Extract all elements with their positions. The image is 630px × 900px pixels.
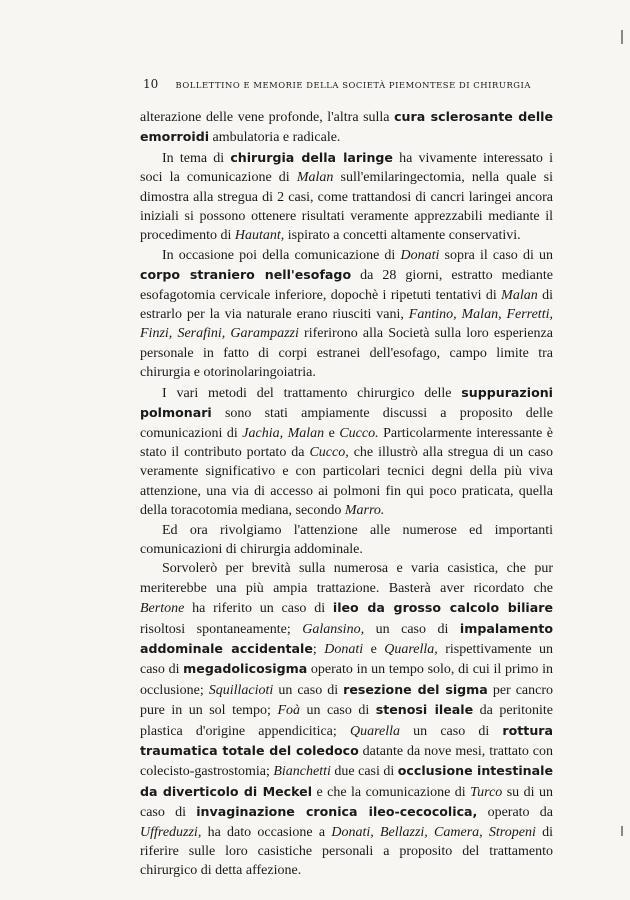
bold-term: suppurazioni polmonari [140,384,553,421]
text-run: rispettivamente un caso di [140,641,554,678]
running-header [143,77,563,91]
bold-term: resezione del sigma [343,681,488,697]
text-run: datante da nove mesi, trattato con colecisto-gastrostomia; [140,744,553,780]
author-name: Cucco. [339,425,379,441]
text-run: da 28 giorni, estratto mediante esofagotomia cervicale inferiore, dopochè i ripetuti tentativi di [140,268,553,303]
paragraph [140,559,553,881]
text-run: un caso di [364,621,460,637]
author-name: Fantino, Malan, Ferretti, Finzi, Serafini, Garampazzi [140,307,553,342]
author-name: Malan [296,170,334,186]
scan-edge-mark [621,30,623,44]
author-name: Quarella [349,723,400,739]
author-name: Squillacioti [208,682,274,698]
author-name: Marro. [344,503,385,519]
body-text [140,107,553,881]
paragraph [140,521,553,560]
bold-term: occlusione intestinale da diverticolo di Meckel [140,763,554,799]
author-name: Donati [324,641,364,657]
text-run: che illustrò alla stregua di un caso veramente significativo e con particolari tecnici degni della più viva attenzione, una via di accesso ai polmoni fin qui poco praticata, quella della toracotomia mediana, secondo [140,444,553,519]
author-name: Turco [470,784,503,800]
text-run: sono stati ampiamente discussi a proposito delle comunicazioni di [140,406,553,441]
text-run: ha dato occasione a [201,824,332,840]
text-run: ha vivamente interessato i soci la comunicazione di [140,150,553,186]
scan-edge-mark [621,826,623,836]
text-run: e che la comunicazione di [312,784,471,800]
paragraph [140,107,553,148]
bold-term: chirurgia della laringe [230,149,393,165]
page-number: 10 [143,77,159,91]
author-name: Jachia, Malan [242,425,325,441]
text-run: di riferire sulle loro casistiche personali a proposito del trattamento chirurgico di detta affezione. [140,824,553,879]
text-run: ispirato a concetti altamente conservativi. [284,228,521,244]
text-run: un caso di [400,723,503,739]
bold-term: corpo straniero nell'esofago [140,267,352,283]
text-run: di estrarlo per la via naturale erano riusciti vani, [140,287,554,323]
text-run: ; [312,641,325,657]
text-run: sull'emilaringectomia, nella quale si dimostra alla stregua di 2 casi, come trattandosi di cancri laringei ancora iniziali si possono ottenere risultati veramente apprezzabili mediante il procedimento di [140,170,553,244]
text-run: per cancro pure in un sol tempo; [140,682,553,719]
text-run: I vari metodi del trattamento chirurgico delle [162,385,462,401]
author-name: Bianchetti [273,764,331,780]
running-title: BOLLETTINO E MEMORIE DELLA SOCIETÀ PIEMONTESE DI CHIRURGIA [175,80,531,90]
bold-term: stenosi ileale [375,702,474,718]
text-run: un caso di [273,682,344,698]
text-run: da peritonite plastica d'origine appendicitica; [140,703,554,739]
author-name: Hautant, [234,228,285,244]
author-name: Quarella, [384,641,438,657]
text-run: In tema di [162,150,231,166]
text-run: e [324,425,340,441]
text-run: sopra il caso di un [439,247,553,263]
author-name: Donati, Bellazzi, Camera, Stropeni [331,824,536,840]
text-run: operato da [477,805,553,821]
bold-term: impalamento addominale accidentale [140,620,553,656]
text-run: operato in un tempo solo, di cui il primo in occlusione; [140,662,554,698]
text-run: ambulatoria e radicale. [209,130,341,146]
author-name: Foà [277,703,301,719]
text-run: Sorvolerò per brevità sulla numerosa e varia casistica, che pur meriterebbe una più ampia trattazione. Basterà aver ricordato che [140,561,553,596]
author-name: Donati [400,247,440,263]
text-run: un caso di [300,703,376,719]
text-run: su di un caso di [140,784,553,821]
text-run: risoltosi spontaneamente; [140,621,303,637]
bold-term: ileo da grosso calcolo biliare [332,600,553,616]
author-name: Uffreduzzi, [140,824,202,840]
bold-term: invaginazione cronica ileo-cecocolica, [196,804,478,820]
paragraph [140,383,553,521]
author-name: Galansino, [302,621,365,637]
bold-term: cura sclerosante delle emorroidi [140,109,553,145]
text-run: ha riferito un caso di [184,601,333,617]
text-run: due casi di [330,764,398,780]
author-name: Cucco, [309,444,349,460]
text-run: Ed ora rivolgiamo l'attenzione alle numerose ed importanti comunicazioni di chirurgia addominale. [140,522,553,557]
author-name: Malan [501,287,538,303]
bold-term: rottura traumatica totale del coledoco [140,722,553,758]
author-name: Bertone [140,601,185,617]
text-run: alterazione delle vene profonde, l'altra sulla [140,110,395,125]
paragraph [140,246,553,383]
text-run: Particolarmente interessante è stato il contributo portato da [140,425,553,460]
text-run: In occasione poi della comunicazione di [162,247,401,263]
bold-term: megadolicosigma [183,661,308,677]
text-run: e [363,641,385,657]
paragraph [140,148,553,246]
text-run: riferirono alla Società sulla loro esperienza personale in fatto di corpi estranei dell'esofago, campo limite tra chirurgia e otorinolaringoiatria. [140,326,553,381]
